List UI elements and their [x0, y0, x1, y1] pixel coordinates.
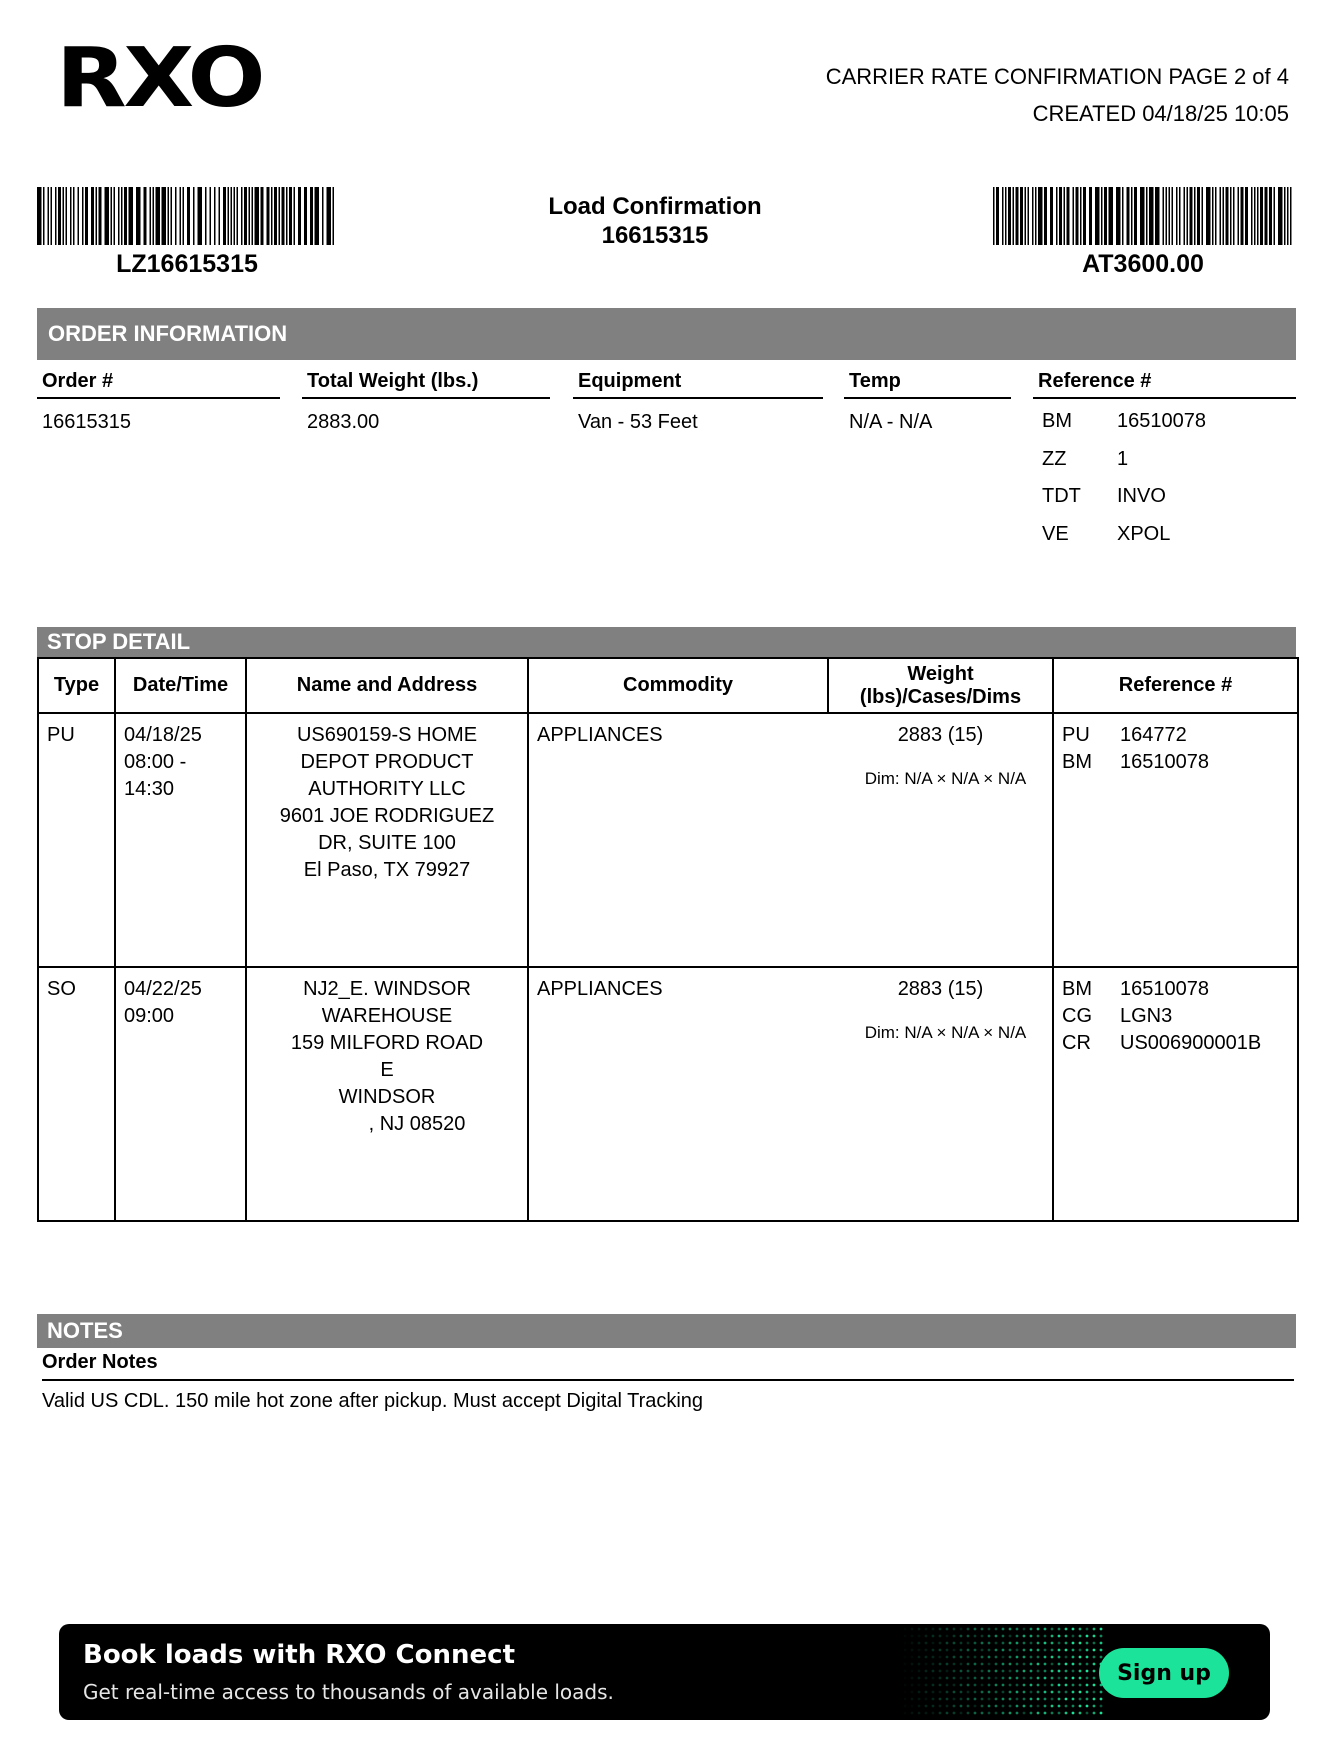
stop-weight: 2883 (15): [897, 978, 984, 1000]
reference-column: [1033, 370, 1296, 553]
reference-value: XPOL: [1117, 522, 1171, 545]
address-line: DR, SUITE 100: [318, 832, 456, 854]
reference-code: TDT: [1042, 485, 1081, 507]
stop-type: PU: [38, 713, 115, 967]
stop-time-start: 08:00 -: [124, 751, 187, 773]
reference-row: [1042, 403, 1296, 441]
stop-reference-code: BM: [1062, 751, 1092, 773]
weight-header: [828, 658, 1053, 713]
address-line: 159 MILFORD ROAD: [290, 1032, 484, 1054]
stop-reference-value: LGN3: [1120, 1005, 1173, 1027]
address-line: El Paso, TX 79927: [303, 859, 471, 881]
stop-reference-code: CR: [1062, 1032, 1091, 1054]
stop-reference-code: BM: [1062, 978, 1092, 1000]
reference-header: Reference #: [1033, 370, 1296, 399]
left-barcode-label: LZ16615315: [116, 250, 258, 278]
load-confirmation-title: Load Confirmation: [548, 193, 762, 220]
stop-detail-header: STOP DETAIL: [37, 627, 1296, 657]
created-timestamp: CREATED 04/18/25 10:05: [1032, 101, 1289, 126]
order-number-value: 16615315: [42, 411, 131, 433]
dims-spacer: [537, 1003, 837, 1046]
stop-name-address: [246, 967, 528, 1221]
datetime-header: Date/Time: [115, 658, 246, 713]
stop-commodity: APPLIANCES: [537, 724, 663, 746]
document-title: CARRIER RATE CONFIRMATION PAGE 2 of 4: [825, 64, 1289, 89]
stop-reference-value: US006900001B: [1120, 1032, 1262, 1054]
stop-row-pickup: [38, 713, 1298, 967]
banner-dot-pattern: [894, 1624, 1114, 1720]
order-number-header: Order #: [37, 370, 280, 399]
stop-reference-row: [1062, 722, 1289, 749]
stop-detail-table: [37, 657, 1299, 1222]
load-confirmation-heading: [0, 192, 1310, 250]
total-weight-value: 2883.00: [307, 411, 380, 433]
stop-commodity: APPLIANCES: [537, 978, 663, 1000]
dims-row: [537, 749, 1044, 792]
banner-title: Book loads with RXO Connect: [83, 1640, 515, 1670]
dims-spacer: [537, 749, 837, 792]
commodity-weight-row: [537, 976, 1044, 1003]
reference-row: [1042, 441, 1296, 479]
stop-reference-row: [1062, 749, 1289, 776]
stop-reference-value: 16510078: [1120, 978, 1209, 1000]
address-line: AUTHORITY LLC: [308, 778, 466, 800]
stop-type: SO: [38, 967, 115, 1221]
equipment-header: Equipment: [573, 370, 823, 399]
stop-dims: Dim: N/A × N/A × N/A: [864, 1023, 1027, 1042]
weight-header-line2: (lbs)/Cases/Dims: [859, 685, 1022, 708]
weight-header-line1: Weight: [907, 662, 974, 685]
stop-table-header-row: [38, 658, 1298, 713]
reference-code: VE: [1042, 522, 1069, 545]
stop-commodity-weight: [528, 713, 1053, 967]
reference-value: INVO: [1117, 485, 1166, 507]
reference-code: ZZ: [1042, 447, 1067, 470]
stop-references: [1053, 713, 1298, 967]
temp-column: [844, 370, 1011, 434]
reference-code: BM: [1042, 410, 1072, 432]
rxo-logo: RXO: [56, 31, 263, 126]
equipment-column: [573, 370, 823, 434]
stop-reference-code: CG: [1062, 1005, 1092, 1027]
load-confirmation-number: 16615315: [601, 222, 709, 249]
commodity-header: Commodity: [528, 658, 828, 713]
stop-dims: Dim: N/A × N/A × N/A: [864, 769, 1027, 788]
address-line: WAREHOUSE: [321, 1005, 453, 1027]
temp-value: N/A - N/A: [849, 411, 933, 433]
stop-reference-code: PU: [1062, 724, 1090, 746]
stop-datetime: [115, 713, 246, 967]
stop-commodity-weight: [528, 967, 1053, 1221]
rxo-connect-banner[interactable]: [59, 1624, 1270, 1720]
order-notes-text: Valid US CDL. 150 mile hot zone after pickup. Must accept Digital Tracking: [42, 1390, 704, 1412]
total-weight-header: Total Weight (lbs.): [302, 370, 550, 399]
stop-reference-row: [1062, 1030, 1289, 1057]
stop-date: 04/22/25: [124, 978, 202, 1000]
stop-datetime: [115, 967, 246, 1221]
address-line: NJ2_E. WINDSOR: [303, 978, 471, 1000]
reference-list: [1033, 399, 1296, 553]
temp-header: Temp: [844, 370, 1011, 399]
reference-row: [1042, 478, 1296, 516]
stop-reference-row: [1062, 1003, 1289, 1030]
stop-time-end: 14:30: [124, 778, 175, 800]
type-header: Type: [38, 658, 115, 713]
total-weight-column: [302, 370, 550, 434]
sign-up-button[interactable]: Sign up: [1099, 1648, 1229, 1698]
stop-references: [1053, 967, 1298, 1221]
commodity-weight-row: [537, 722, 1044, 749]
notes-header: NOTES: [37, 1314, 1296, 1348]
banner-subtitle: Get real-time access to thousands of available loads.: [83, 1680, 614, 1704]
address-line: US690159-S HOME: [296, 724, 478, 746]
stop-row-delivery: [38, 967, 1298, 1221]
stop-reference-value: 16510078: [1120, 751, 1209, 773]
stop-reference-row: [1062, 976, 1289, 1003]
reference-row: [1042, 516, 1296, 554]
stop-name-address: [246, 713, 528, 967]
address-line: E: [380, 1059, 394, 1081]
reference-value: 16510078: [1117, 410, 1206, 432]
stop-date: 04/18/25: [124, 724, 202, 746]
address-line: DEPOT PRODUCT: [300, 751, 474, 773]
order-number-column: [37, 370, 280, 434]
order-notes-heading: Order Notes: [42, 1351, 1294, 1381]
equipment-value: Van - 53 Feet: [578, 411, 698, 433]
name-address-header: Name and Address: [246, 658, 528, 713]
address-line: WINDSOR: [338, 1086, 436, 1108]
right-barcode-label: AT3600.00: [1082, 250, 1204, 278]
reference-value: 1: [1117, 447, 1129, 470]
address-line: 9601 JOE RODRIGUEZ: [279, 805, 495, 827]
order-information-header: ORDER INFORMATION: [37, 308, 1296, 360]
stop-reference-value: 164772: [1120, 724, 1187, 746]
stop-reference-header: Reference #: [1053, 658, 1298, 713]
dims-row: [537, 1003, 1044, 1046]
stop-weight: 2883 (15): [897, 724, 984, 746]
stop-time-start: 09:00: [124, 1005, 175, 1027]
address-line: , NJ 08520: [368, 1113, 466, 1135]
